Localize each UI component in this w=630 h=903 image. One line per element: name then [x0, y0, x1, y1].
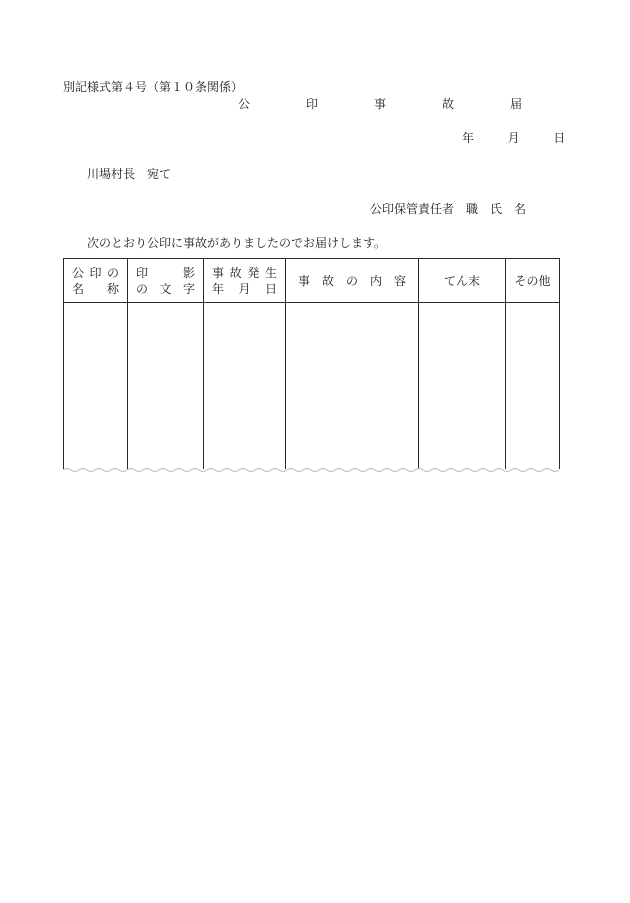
cell-other[interactable]: [506, 303, 560, 470]
addressee: 川場村長 宛て: [87, 167, 172, 181]
header-other: その他: [506, 259, 560, 303]
header-incident-date: 事故発生 年月日: [204, 259, 286, 303]
table-header-row: [64, 259, 560, 303]
form-reference: 別記様式第４号（第１０条関係）: [63, 80, 244, 94]
header-outcome: てん末: [419, 259, 506, 303]
cell-incident-details[interactable]: [286, 303, 419, 470]
document-title: 公 印 事 故 届: [238, 97, 545, 111]
incident-table-wrapper: [63, 258, 559, 470]
header-incident-details: 事 故 の 内 容: [286, 259, 419, 303]
cell-seal-name[interactable]: [64, 303, 128, 470]
intro-text: 次のとおり公印に事故がありましたのでお届けします。: [87, 236, 387, 250]
sender-line: 公印保管責任者 職 氏 名: [370, 202, 527, 216]
incident-table: [63, 258, 560, 469]
date-day-label: 日: [553, 131, 566, 145]
table-row: [64, 303, 560, 470]
cell-seal-text[interactable]: [128, 303, 204, 470]
date-year-label: 年: [462, 131, 475, 145]
header-seal-text: 印 影 の文字: [128, 259, 204, 303]
cell-incident-date[interactable]: [204, 303, 286, 470]
date-line: [462, 131, 565, 145]
cell-outcome[interactable]: [419, 303, 506, 470]
date-month-label: 月: [507, 131, 520, 145]
table-cut-edge: [63, 467, 559, 473]
header-seal-name: 公印の 名 称: [64, 259, 128, 303]
